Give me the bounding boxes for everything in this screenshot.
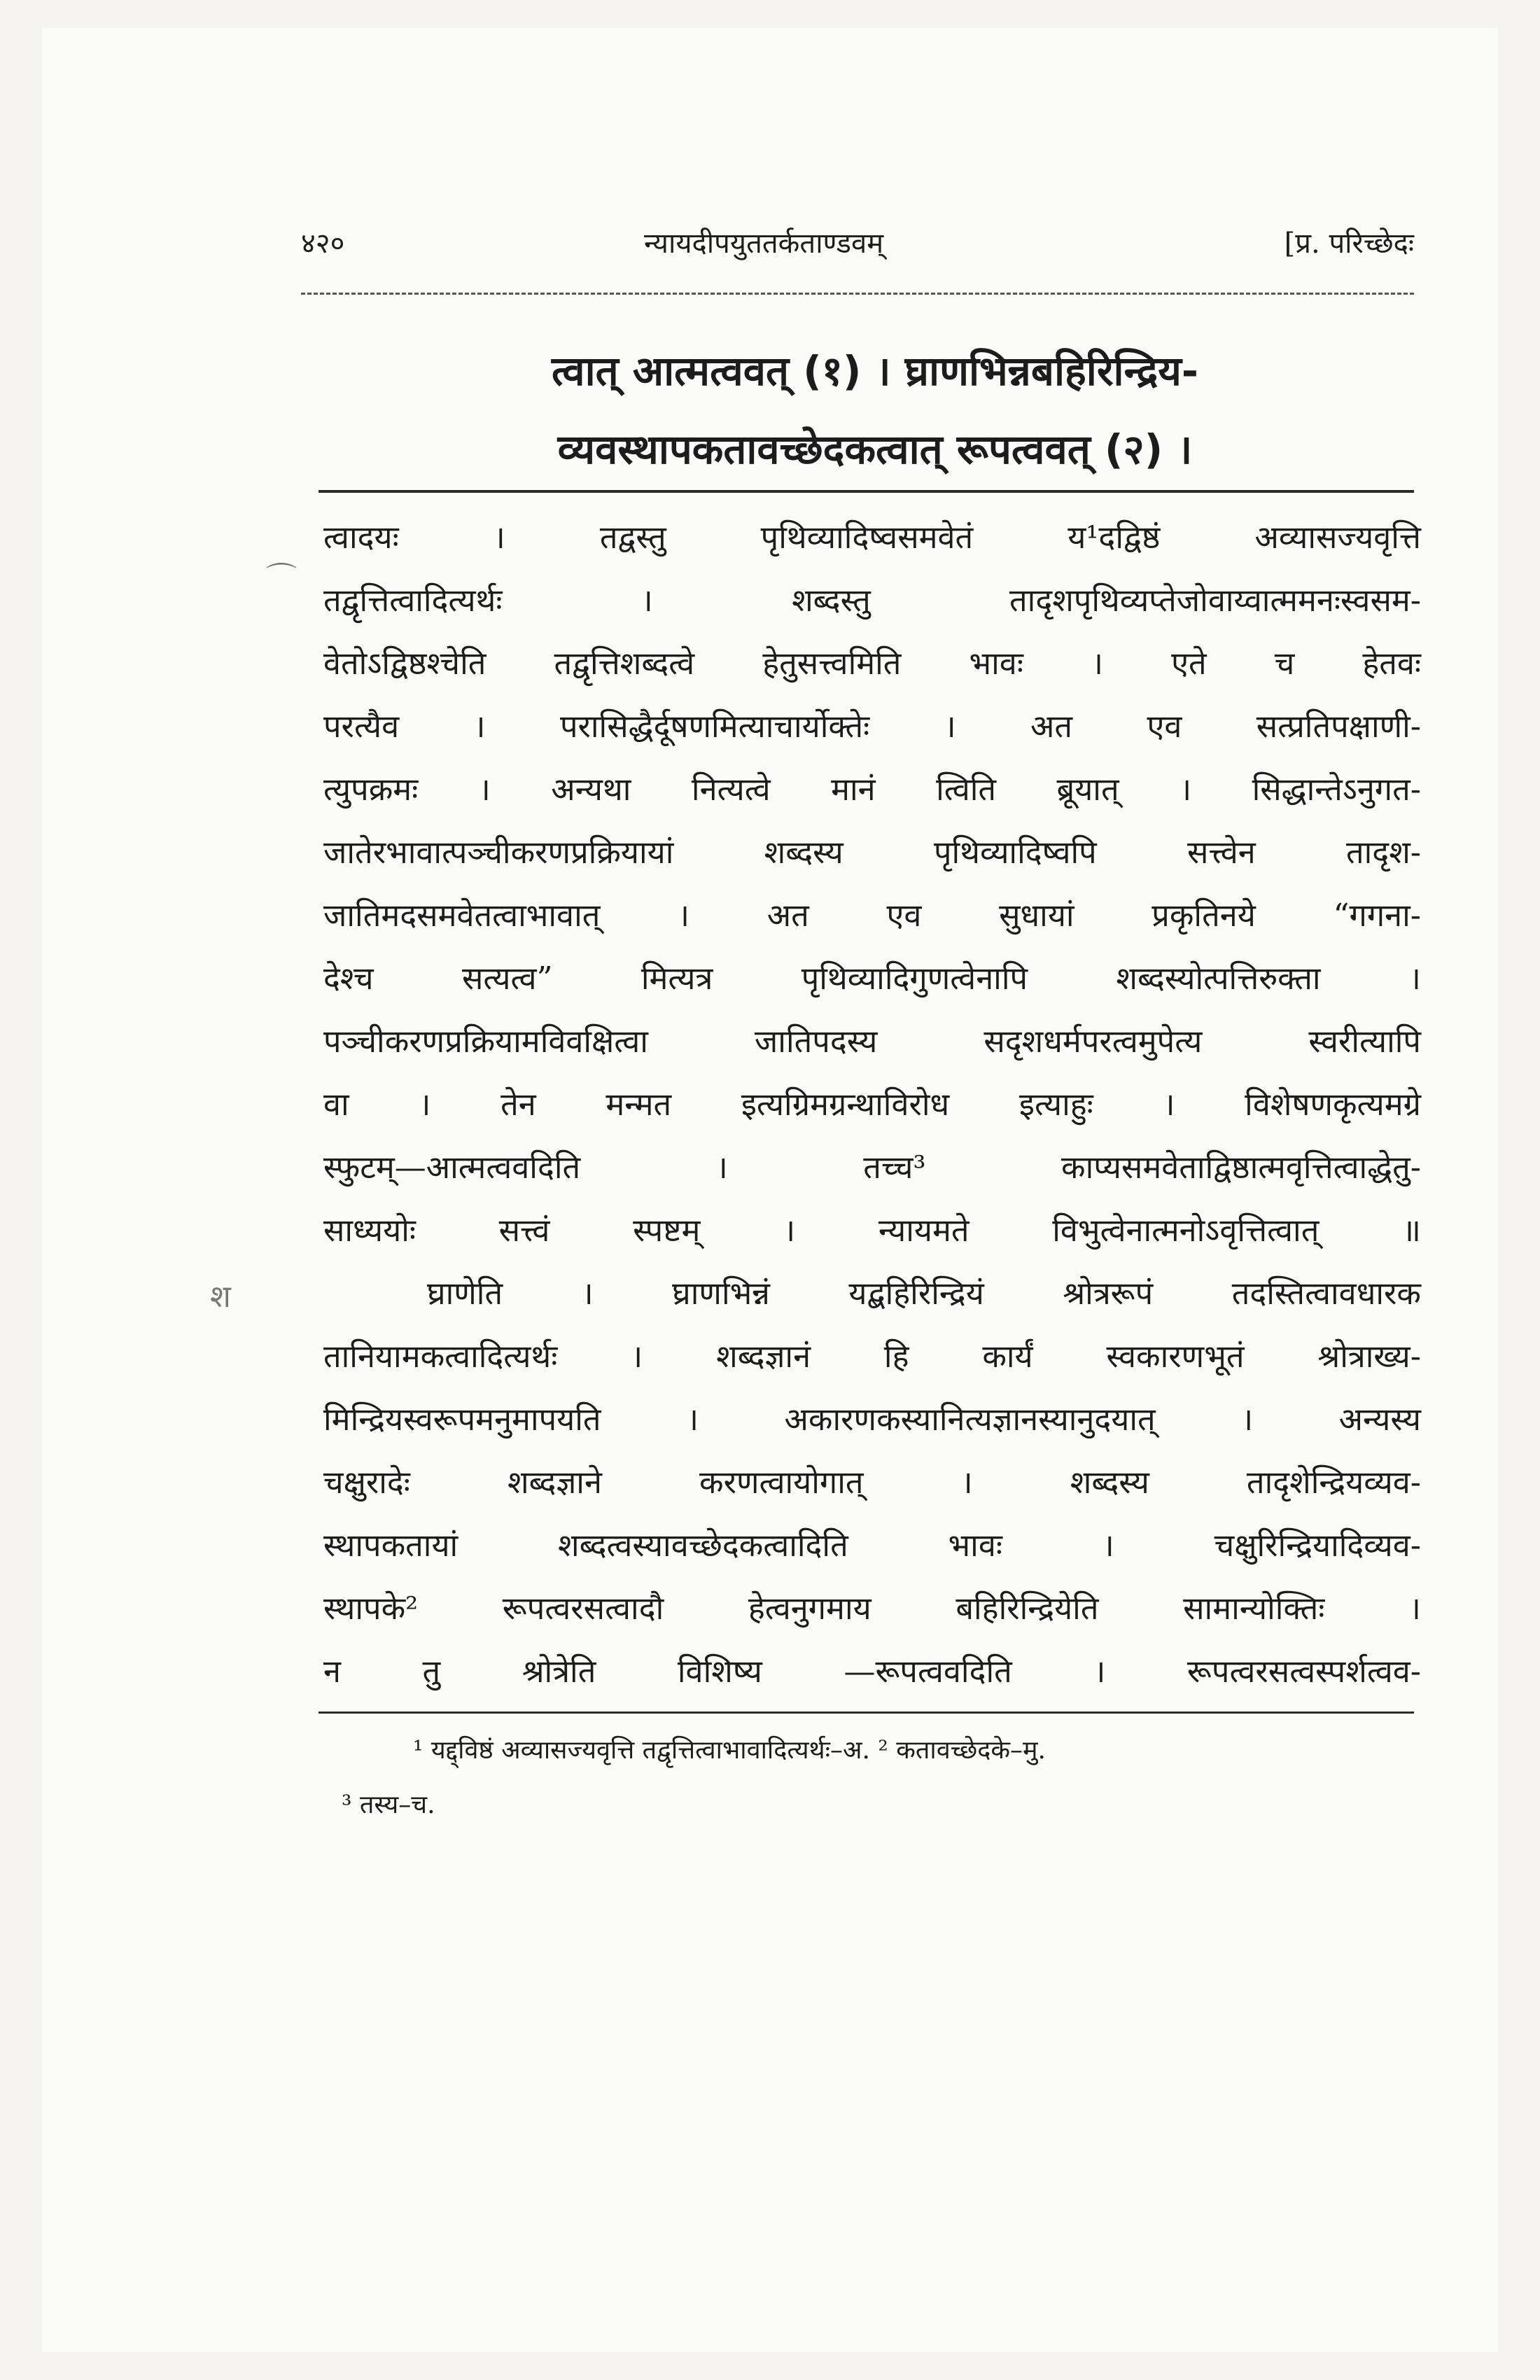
- footnote-line-2: ³ तस्य–च.: [342, 1791, 435, 1819]
- section-label: [प्र. परिच्छेदः: [1284, 227, 1414, 260]
- body-line-4: परत्यैव । परासिद्धैर्दूषणमित्याचार्योक्तेः । अत एव सत्प्रतिपक्षाणी-: [323, 708, 1421, 745]
- body-line-15: मिन्द्रियस्वरूपमनुमापयति । अकारणकस्यानित्यज्ञानस्यानुदयात् । अन्यस्य: [323, 1401, 1421, 1438]
- running-header: [301, 223, 1414, 265]
- body-line-3: वेतोऽद्विष्ठश्चेति तद्वृत्तिशब्दत्वे हेतुसत्त्वमिति भावः । एते च हेतवः: [323, 645, 1421, 682]
- verse-line-2: व्यवस्थापकतावच्छेदकत्वात् रूपत्ववत् (२) ।: [557, 426, 1193, 473]
- footnote-line-1: ¹ यद्द्विष्ठं अव्यासज्यवृत्ति तद्वृत्तित्वाभावादित्यर्थः–अ. ² कतावच्छेदके–मु.: [413, 1736, 1046, 1765]
- body-line-5: त्युपक्रमः । अन्यथा नित्यत्वे मानं त्विति ब्रूयात् । सिद्धान्तेऽनुगत-: [323, 771, 1421, 808]
- body-line-10: वा । तेन मन्मत इत्यग्रिमग्रन्थाविरोध इत्याहुः । विशेषणकृत्यमग्रे: [323, 1086, 1421, 1123]
- running-title: न्यायदीपयुततर्कताण्डवम्: [644, 227, 884, 260]
- body-line-11: स्फुटम्—आत्मत्ववदिति । तच्च³ काप्यसमवेताद्विष्ठात्मवृत्तित्वाद्धेतु-: [323, 1149, 1421, 1186]
- page-number: ४२०: [301, 227, 345, 260]
- verse-line-1: त्वात् आत्मत्ववत् (१) । घ्राणभिन्नबहिरिन्द्रिय-: [551, 347, 1199, 395]
- margin-annotation: श: [210, 1279, 231, 1315]
- body-line-14: तानियामकत्वादित्यर्थः । शब्दज्ञानं हि कार्यं स्वकारणभूतं श्रोत्राख्य-: [323, 1338, 1421, 1375]
- body-line-19: न तु श्रोत्रेति विशिष्य —रूपत्ववदिति । रूपत्वरसत्वस्पर्शत्वव-: [323, 1653, 1421, 1690]
- body-line-9: पञ्चीकरणप्रक्रियामविवक्षित्वा जातिपदस्य सदृशधर्मपरत्वमुपेत्य स्वरीत्यापि: [323, 1023, 1421, 1060]
- body-line-8: देश्च सत्यत्व” मित्यत्र पृथिव्यादिगुणत्वेनापि शब्दस्योत्पत्तिरुक्ता ।: [323, 960, 1421, 997]
- footnote-rule: [318, 1712, 1414, 1714]
- body-line-1: त्वादयः । तद्वस्तु पृथिव्यादिष्वसमवेतं य¹दद्विष्ठं अव्यासज्यवृत्ति: [323, 519, 1421, 556]
- body-line-12: साध्ययोः सत्त्वं स्पष्टम् । न्यायमते विभुत्वेनात्मनोऽवृत्तित्वात् ॥: [323, 1212, 1421, 1249]
- body-line-7: जातिमदसमवेतत्वाभावात् । अत एव सुधायां प्रकृतिनये “गगना-: [323, 897, 1421, 934]
- verse-rule: [318, 490, 1414, 493]
- body-line-2: तद्वृत्तित्वादित्यर्थः । शब्दस्तु तादृशपृथिव्यप्तेजोवाय्वात्ममनःस्वसम-: [323, 582, 1421, 619]
- body-line-13: घ्राणेति । घ्राणभिन्नं यद्बहिरिन्द्रियं श्रोत्ररूपं तदस्तित्वावधारक: [427, 1275, 1421, 1312]
- body-line-17: स्थापकतायां शब्दत्वस्यावच्छेदकत्वादिति भावः । चक्षुरिन्द्रियादिव्यव-: [323, 1527, 1421, 1564]
- body-line-16: चक्षुरादेः शब्दज्ञाने करणत्वायोगात् । शब्दस्य तादृशेन्द्रियव्यव-: [323, 1464, 1421, 1501]
- body-line-6: जातेरभावात्पञ्चीकरणप्रक्रियायां शब्दस्य पृथिव्यादिष्वपि सत्त्वेन तादृश-: [323, 834, 1421, 871]
- header-rule: [301, 293, 1414, 295]
- margin-stroke-mark: ⌒: [266, 561, 297, 596]
- body-line-18: स्थापके² रूपत्वरसत्वादौ हेत्वनुगमाय बहिरिन्द्रियेति सामान्योक्तिः ।: [323, 1590, 1421, 1627]
